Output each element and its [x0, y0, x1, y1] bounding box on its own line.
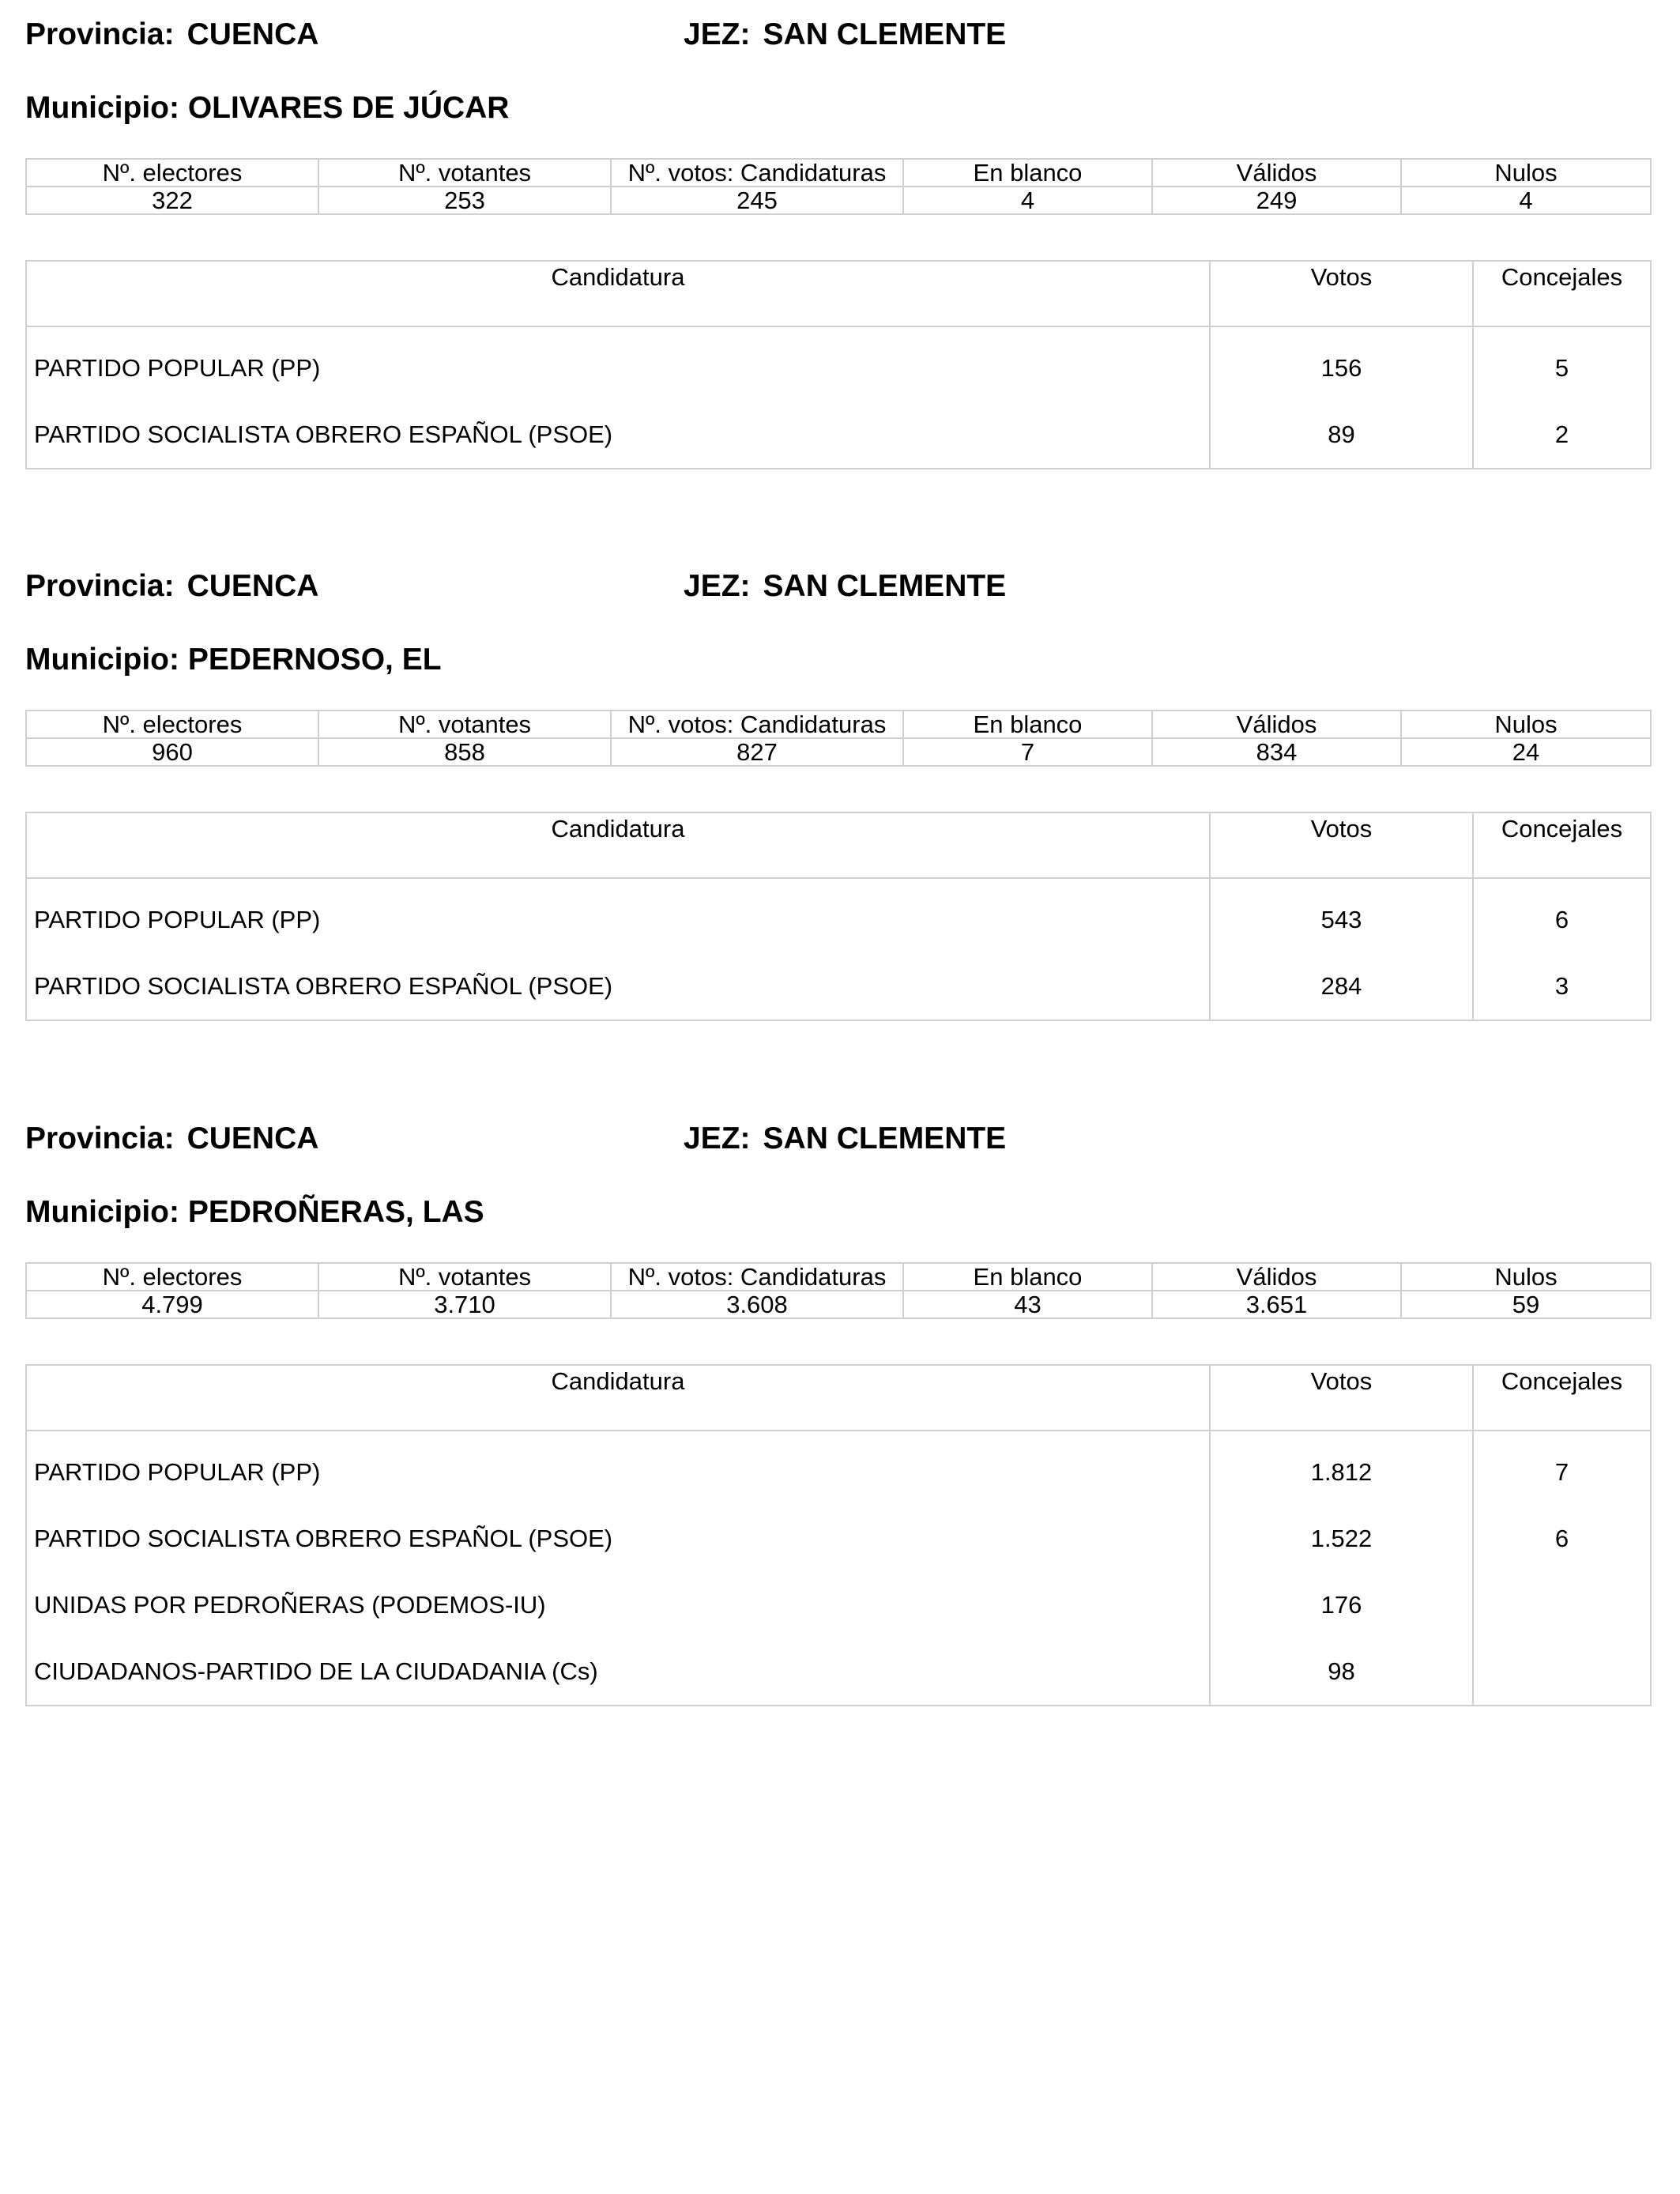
- table-row: [26, 326, 1651, 401]
- candidatura-votos: 176: [1210, 1572, 1473, 1638]
- stats-value-cell: 3.651: [1152, 1291, 1401, 1318]
- stats-header-cell: Nº. electores: [26, 159, 318, 187]
- candidatura-name: PARTIDO SOCIALISTA OBRERO ESPAÑOL (PSOE): [34, 972, 613, 1000]
- jez-line: JEZ: SAN CLEMENTE: [684, 569, 1007, 603]
- table-row: [26, 401, 1651, 469]
- table-row: [26, 878, 1651, 953]
- stats-header-cell: Nº. votos: Candidaturas: [611, 1263, 903, 1291]
- municipio-line: Municipio: PEDROÑERAS, LAS: [25, 1195, 484, 1229]
- jez-value: SAN CLEMENTE: [763, 1122, 1007, 1155]
- stats-header-cell: Nº. votantes: [318, 1263, 611, 1291]
- candidatura-concejales: [1473, 1572, 1651, 1638]
- candidaturas-header-row: [26, 261, 1651, 326]
- stats-value-cell: 24: [1401, 738, 1651, 766]
- table-row: [26, 953, 1651, 1020]
- stats-value-cell: 4.799: [26, 1291, 318, 1318]
- stats-value-cell: 253: [318, 187, 611, 214]
- candidaturas-header-row: [26, 1365, 1651, 1431]
- col-header-concejales: Concejales: [1473, 1365, 1651, 1431]
- stats-header-row: [26, 711, 1651, 738]
- stats-header-cell: Válidos: [1152, 159, 1401, 187]
- stats-header-cell: En blanco: [903, 711, 1152, 738]
- jez-line: JEZ: SAN CLEMENTE: [684, 17, 1007, 51]
- stats-value-row: [26, 187, 1651, 214]
- stats-header-cell: Válidos: [1152, 1263, 1401, 1291]
- stats-value-cell: 59: [1401, 1291, 1651, 1318]
- municipio-value: PEDROÑERAS, LAS: [187, 1195, 484, 1229]
- candidaturas-table: [25, 812, 1652, 1021]
- candidatura-votos: 284: [1210, 953, 1473, 1020]
- stats-header-cell: Nº. votantes: [318, 159, 611, 187]
- table-row: [26, 1638, 1651, 1706]
- stats-value-row: [26, 1291, 1651, 1318]
- candidatura-concejales: 5: [1473, 326, 1651, 401]
- candidatura-concejales: 7: [1473, 1431, 1651, 1506]
- candidatura-name: PARTIDO SOCIALISTA OBRERO ESPAÑOL (PSOE): [34, 1525, 613, 1552]
- stats-value-cell: 827: [611, 738, 903, 766]
- stats-value-cell: 3.608: [611, 1291, 903, 1318]
- candidatura-concejales: 6: [1473, 1506, 1651, 1572]
- stats-header-cell: Nulos: [1401, 159, 1651, 187]
- jez-line: JEZ: SAN CLEMENTE: [684, 1122, 1007, 1155]
- stats-header-cell: Nº. votos: Candidaturas: [611, 711, 903, 738]
- col-header-concejales: Concejales: [1473, 812, 1651, 878]
- municipio-value: PEDERNOSO, EL: [187, 643, 442, 677]
- stats-header-row: [26, 1263, 1651, 1291]
- stats-value-cell: 960: [26, 738, 318, 766]
- provincia-value: CUENCA: [186, 1122, 319, 1155]
- table-row: [26, 1572, 1651, 1638]
- col-header-votos: Votos: [1210, 261, 1473, 326]
- municipio-value: OLIVARES DE JÚCAR: [187, 91, 510, 125]
- col-header-candidatura: Candidatura: [26, 1365, 1210, 1431]
- stats-header-row: [26, 159, 1651, 187]
- candidatura-concejales: 3: [1473, 953, 1651, 1020]
- candidaturas-table: [25, 260, 1652, 469]
- candidatura-votos: 98: [1210, 1638, 1473, 1706]
- stats-value-cell: 834: [1152, 738, 1401, 766]
- provincia-line: Provincia: CUENCA: [25, 17, 319, 51]
- stats-table: [25, 158, 1652, 215]
- stats-value-cell: 245: [611, 187, 903, 214]
- stats-header-cell: Nulos: [1401, 711, 1651, 738]
- col-header-candidatura: Candidatura: [26, 812, 1210, 878]
- candidaturas-header-row: [26, 812, 1651, 878]
- candidatura-votos: 543: [1210, 878, 1473, 953]
- candidatura-concejales: [1473, 1638, 1651, 1706]
- stats-value-cell: 322: [26, 187, 318, 214]
- stats-header-cell: En blanco: [903, 1263, 1152, 1291]
- col-header-votos: Votos: [1210, 812, 1473, 878]
- col-header-votos: Votos: [1210, 1365, 1473, 1431]
- candidatura-name: CIUDADANOS-PARTIDO DE LA CIUDADANIA (Cs): [34, 1657, 598, 1685]
- stats-value-row: [26, 738, 1651, 766]
- table-row: [26, 1506, 1651, 1572]
- candidatura-votos: 1.812: [1210, 1431, 1473, 1506]
- jez-value: SAN CLEMENTE: [763, 569, 1007, 603]
- provincia-value: CUENCA: [186, 17, 319, 51]
- municipio-line: Municipio: OLIVARES DE JÚCAR: [25, 91, 510, 125]
- stats-value-cell: 858: [318, 738, 611, 766]
- stats-value-cell: 249: [1152, 187, 1401, 214]
- candidatura-votos: 89: [1210, 401, 1473, 469]
- candidatura-name: PARTIDO POPULAR (PP): [34, 1458, 321, 1486]
- stats-header-cell: Nº. electores: [26, 1263, 318, 1291]
- stats-value-cell: 3.710: [318, 1291, 611, 1318]
- candidatura-concejales: 6: [1473, 878, 1651, 953]
- stats-table: [25, 710, 1652, 767]
- candidatura-votos: 156: [1210, 326, 1473, 401]
- provincia-line: Provincia: CUENCA: [25, 569, 319, 603]
- stats-value-cell: 4: [1401, 187, 1651, 214]
- stats-header-cell: Válidos: [1152, 711, 1401, 738]
- stats-value-cell: 7: [903, 738, 1152, 766]
- municipio-line: Municipio: PEDERNOSO, EL: [25, 643, 442, 677]
- candidatura-name: PARTIDO POPULAR (PP): [34, 906, 321, 933]
- provincia-line: Provincia: CUENCA: [25, 1122, 319, 1155]
- stats-header-cell: En blanco: [903, 159, 1152, 187]
- stats-header-cell: Nº. electores: [26, 711, 318, 738]
- col-header-concejales: Concejales: [1473, 261, 1651, 326]
- stats-value-cell: 43: [903, 1291, 1152, 1318]
- stats-value-cell: 4: [903, 187, 1152, 214]
- stats-header-cell: Nº. votos: Candidaturas: [611, 159, 903, 187]
- stats-header-cell: Nulos: [1401, 1263, 1651, 1291]
- jez-value: SAN CLEMENTE: [763, 17, 1007, 51]
- col-header-candidatura: Candidatura: [26, 261, 1210, 326]
- table-row: [26, 1431, 1651, 1506]
- stats-table: [25, 1262, 1652, 1319]
- candidatura-concejales: 2: [1473, 401, 1651, 469]
- candidatura-votos: 1.522: [1210, 1506, 1473, 1572]
- candidatura-name: PARTIDO SOCIALISTA OBRERO ESPAÑOL (PSOE): [34, 420, 613, 448]
- candidatura-name: UNIDAS POR PEDROÑERAS (PODEMOS-IU): [34, 1591, 546, 1619]
- candidatura-name: PARTIDO POPULAR (PP): [34, 354, 321, 382]
- provincia-value: CUENCA: [186, 569, 319, 603]
- candidaturas-table: [25, 1364, 1652, 1706]
- stats-header-cell: Nº. votantes: [318, 711, 611, 738]
